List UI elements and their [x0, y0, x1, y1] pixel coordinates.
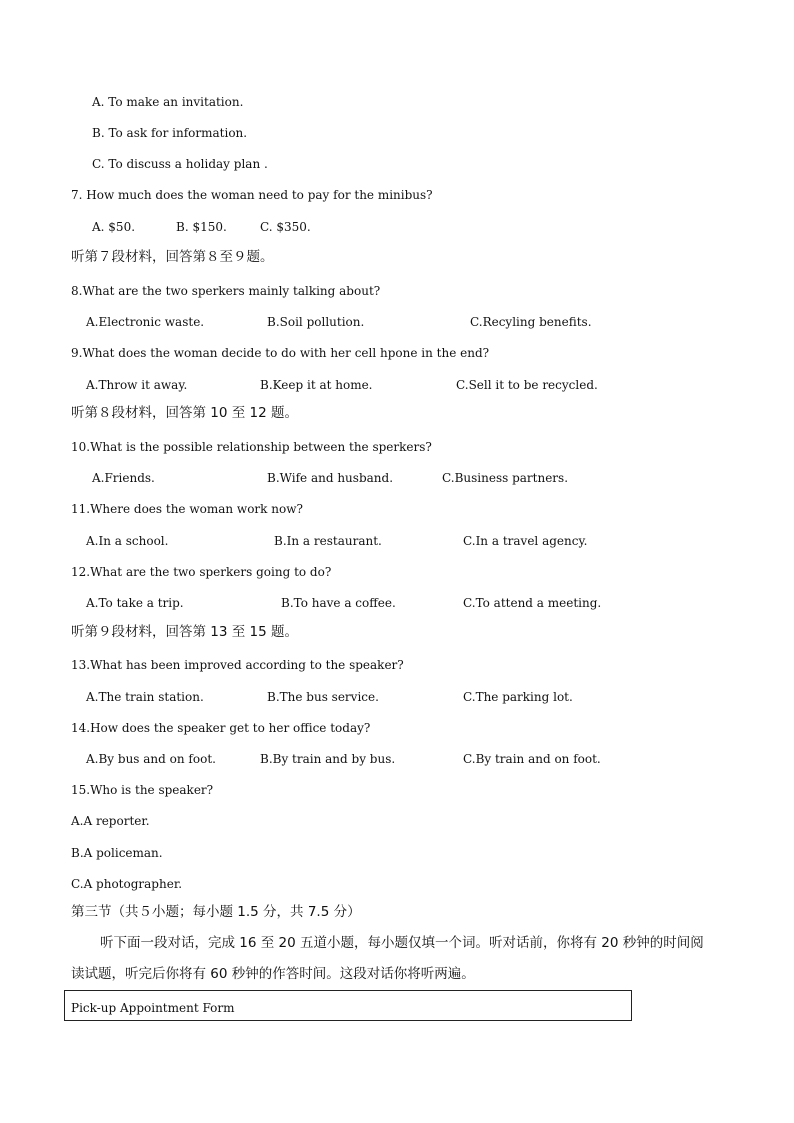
q15-option-c: C.A photographer. — [71, 877, 183, 891]
q15-option-a: A.A reporter. — [71, 814, 150, 828]
q7-option-b: B. $150. — [176, 220, 227, 234]
q7-question: 7. How much does the woman need to pay for the minibus? — [71, 188, 433, 202]
q12-option-c: C.To attend a meeting. — [463, 596, 602, 610]
q6-option-c: C. To discuss a holiday plan . — [92, 157, 268, 171]
q13-option-a: A.The train station. — [86, 690, 204, 704]
q13-question: 13.What has been improved according to the speaker? — [71, 658, 404, 672]
q6-option-a: A. To make an invitation. — [92, 95, 244, 109]
pickup-appointment-form — [64, 990, 632, 1021]
section-8-heading: 听第８段材料，回答第 10 至 12 题。 — [71, 405, 299, 421]
q10-option-b: B.Wife and husband. — [267, 471, 394, 485]
q13-option-b: B.The bus service. — [267, 690, 379, 704]
q11-option-b: B.In a restaurant. — [274, 534, 382, 548]
q10-question: 10.What is the possible relationship between the sperkers? — [71, 440, 432, 454]
q9-option-b: B.Keep it at home. — [260, 378, 373, 392]
q12-option-a: A.To take a trip. — [86, 596, 184, 610]
q6-option-b: B. To ask for information. — [92, 126, 248, 140]
q14-question: 14.How does the speaker get to her office today? — [71, 721, 371, 735]
section-9-heading: 听第９段材料，回答第 13 至 15 题。 — [71, 624, 299, 640]
q14-option-a: A.By bus and on foot. — [86, 752, 216, 766]
q10-option-a: A.Friends. — [92, 471, 155, 485]
q11-option-a: A.In a school. — [86, 534, 169, 548]
q7-option-c: C. $350. — [260, 220, 311, 234]
part-3-heading: 第三节（共５小题；每小题 1.5 分，共 7.5 分） — [71, 904, 361, 920]
q7-option-a: A. $50. — [92, 220, 136, 234]
q15-option-b: B.A policeman. — [71, 846, 163, 860]
form-title: Pick-up Appointment Form — [71, 1001, 235, 1015]
part-3-instructions-line-1: 听下面一段对话，完成 16 至 20 五道小题，每小题仅填一个词。听对话前，你将有 20 秒钟的时间阅 — [100, 935, 704, 951]
q9-option-a: A.Throw it away. — [86, 378, 188, 392]
q12-option-b: B.To have a coffee. — [281, 596, 396, 610]
part-3-instructions-line-2: 读试题，听完后你将有 60 秒钟的作答时间。这段对话你将听两遍。 — [71, 966, 475, 982]
q9-question: 9.What does the woman decide to do with her cell hpone in the end? — [71, 346, 490, 360]
q9-option-c: C.Sell it to be recycled. — [456, 378, 598, 392]
section-7-heading: 听第７段材料，回答第８至９题。 — [71, 249, 274, 265]
q12-question: 12.What are the two sperkers going to do? — [71, 565, 332, 579]
q8-option-c: C.Recyling benefits. — [470, 315, 592, 329]
q8-option-b: B.Soil pollution. — [267, 315, 365, 329]
q11-question: 11.Where does the woman work now? — [71, 502, 303, 516]
q10-option-c: C.Business partners. — [442, 471, 569, 485]
q13-option-c: C.The parking lot. — [463, 690, 573, 704]
q15-question: 15.Who is the speaker? — [71, 783, 214, 797]
q14-option-b: B.By train and by bus. — [260, 752, 396, 766]
q8-question: 8.What are the two sperkers mainly talking about? — [71, 284, 381, 298]
q11-option-c: C.In a travel agency. — [463, 534, 588, 548]
q8-option-a: A.Electronic waste. — [86, 315, 205, 329]
q14-option-c: C.By train and on foot. — [463, 752, 601, 766]
